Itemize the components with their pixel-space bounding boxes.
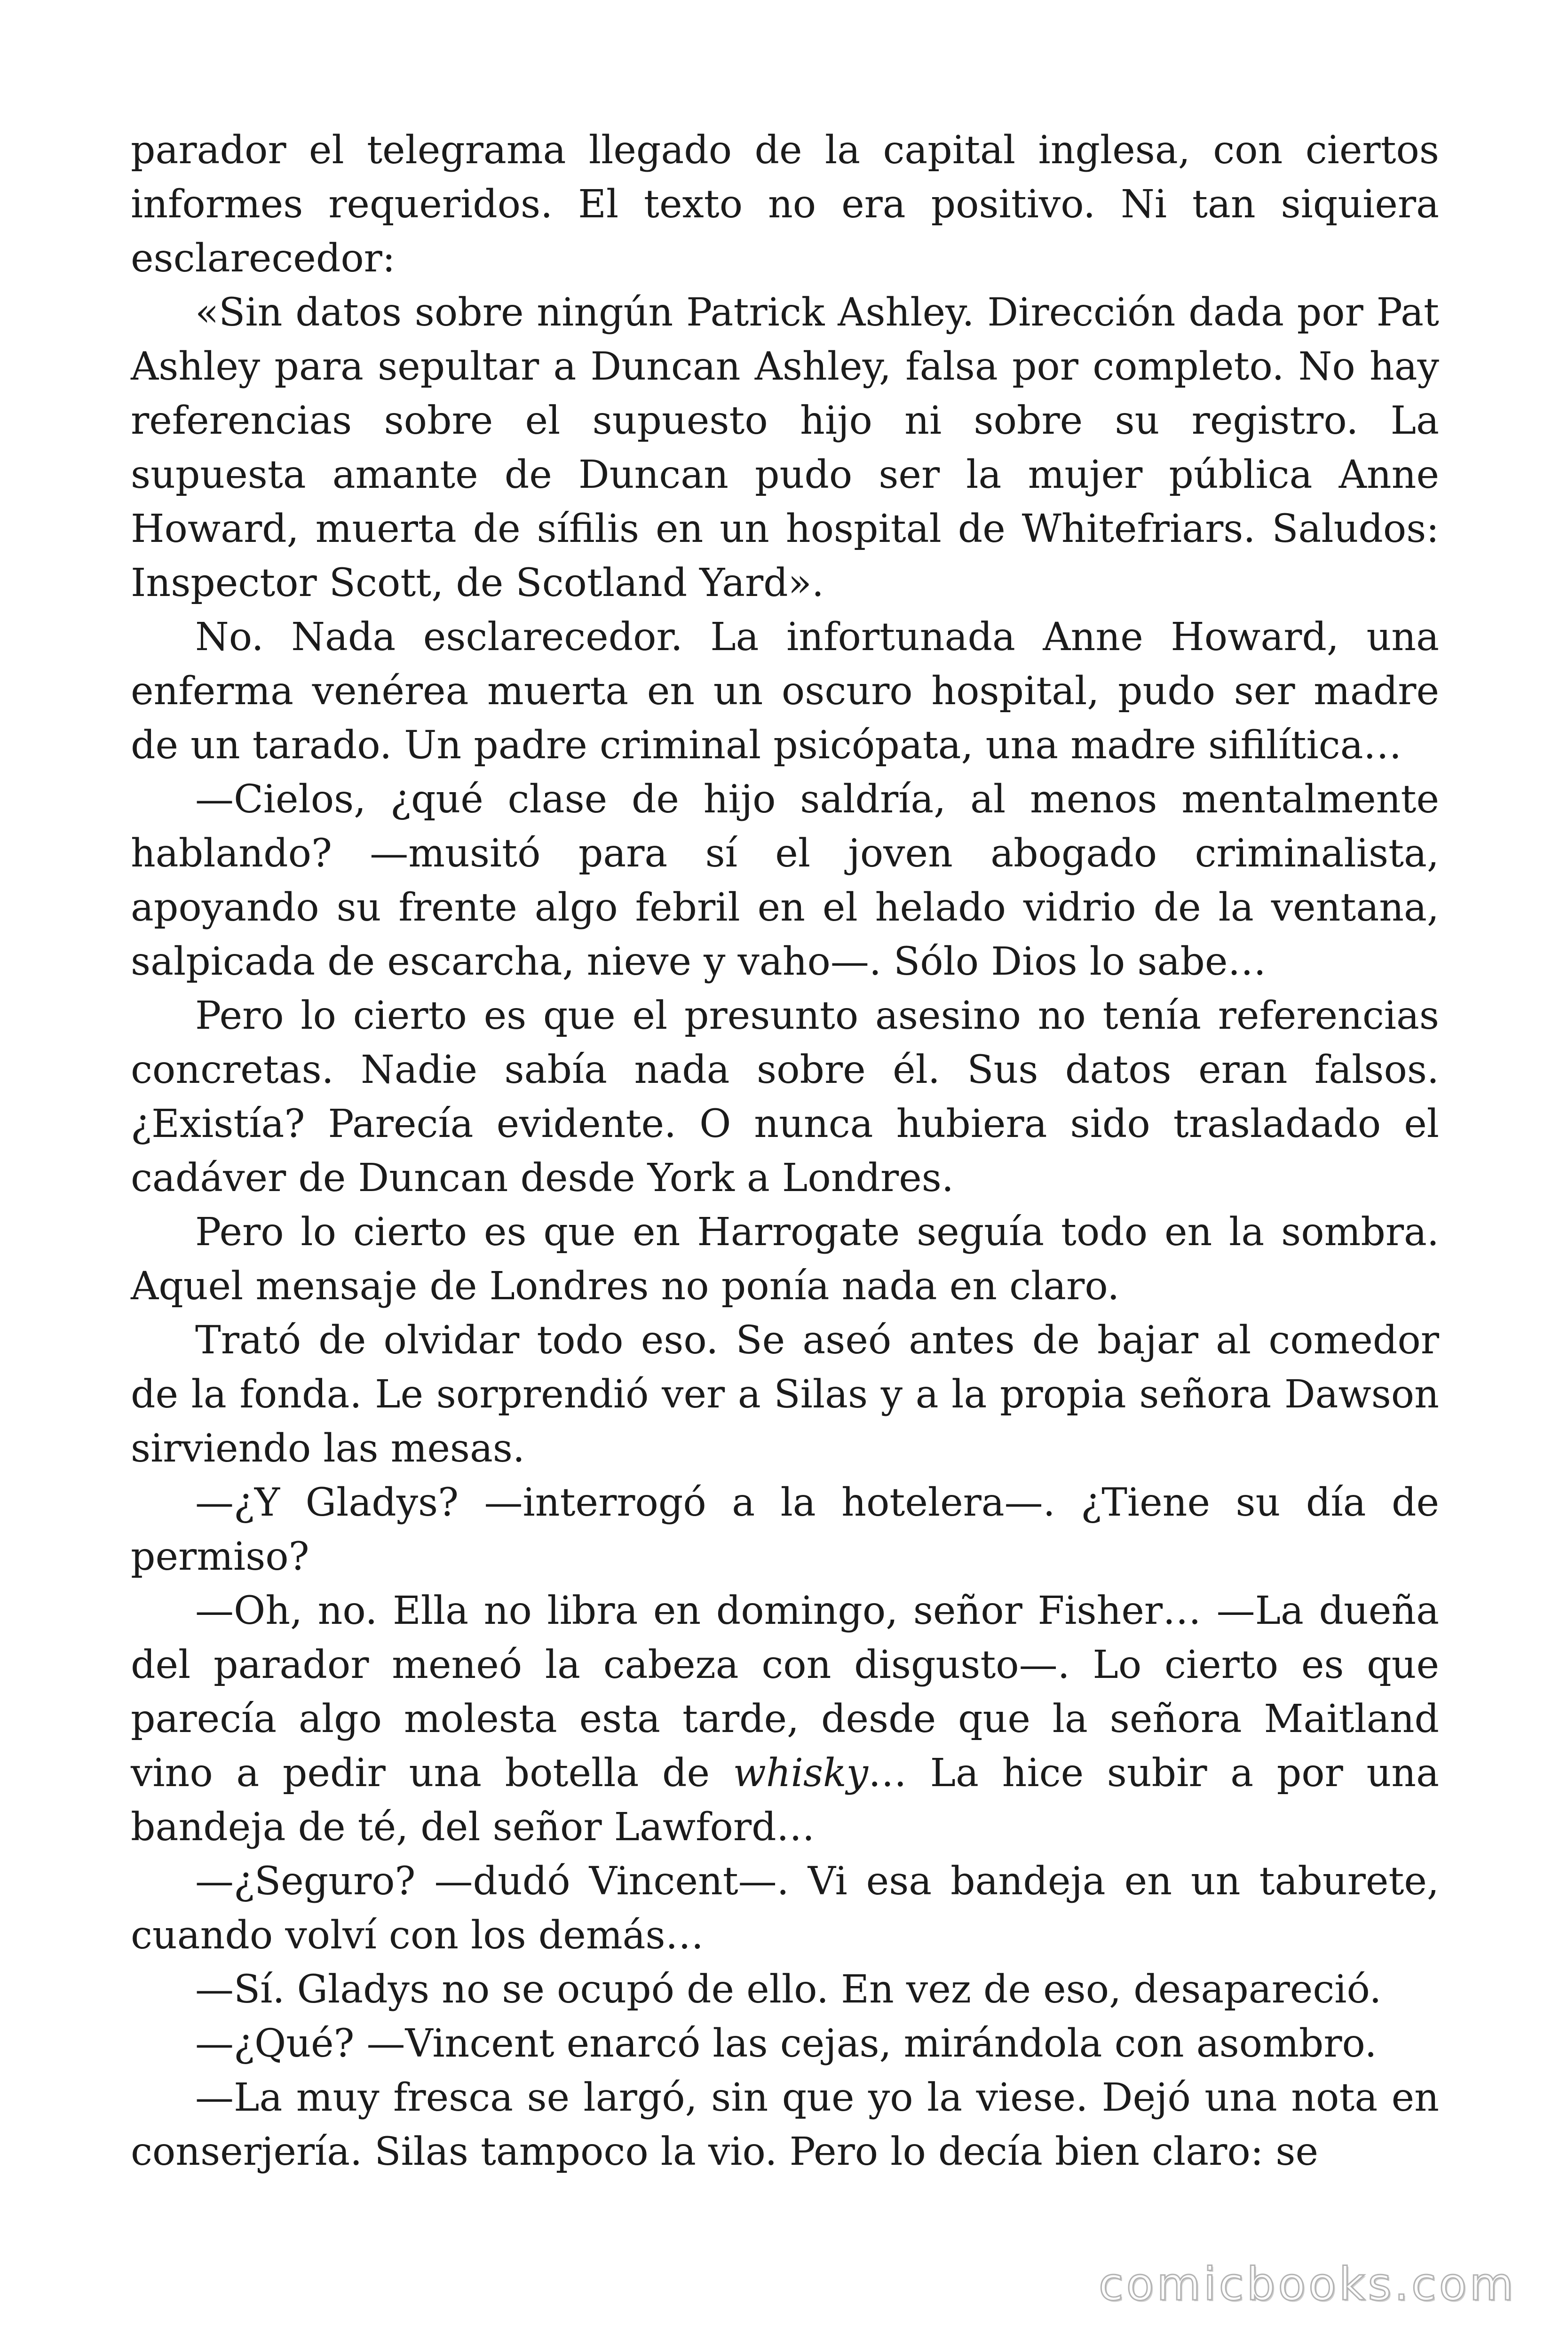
paragraph-5: Pero lo cierto es que el presunto asesino no tenía referencias concretas. Nadie sabía nada sobre él. Sus datos eran falsos. ¿Existía? Parecía evidente. O nunca hubiera sido trasladado el cadáver de Duncan desde York a Londres. bbox=[131, 993, 1439, 1200]
paragraph-9-dialogue bbox=[131, 1584, 1439, 1854]
paragraph-11-dialogue: —Sí. Gladys no se ocupó de ello. En vez de eso, desapareció. bbox=[195, 1967, 1382, 2012]
paragraph-8-dialogue: —¿Y Gladys? —interrogó a la hotelera—. ¿Tiene su día de permiso? bbox=[131, 1480, 1439, 1579]
paragraph-4-dialogue: —Cielos, ¿qué clase de hijo saldría, al menos mentalmente hablando? —musitó para sí el joven abogado criminalista, apoyando su frente algo febril en el helado vidrio de la ventana, salpicada de escarcha, nieve y vaho—. Sólo Dios lo sabe… bbox=[131, 777, 1439, 984]
paragraph-9-text-after: … La hice subir a por una bandeja de té, del señor Lawford… bbox=[131, 1751, 1439, 1850]
paragraph-9-text-before: —Oh, no. Ella no libra en domingo, señor Fisher… —La dueña del parador meneó la cabeza con disgusto—. Lo cierto es que parecía algo molesta esta tarde, desde que la señora Maitland vino a pedir una botella de bbox=[131, 1589, 1439, 1796]
paragraph-6: Pero lo cierto es que en Harrogate seguía todo en la sombra. Aquel mensaje de Londres no ponía nada en claro. bbox=[131, 1210, 1439, 1309]
paragraph-3: No. Nada esclarecedor. La infortunada Anne Howard, una enferma venérea muerta en un oscuro hospital, pudo ser madre de un tarado. Un padre criminal psicópata, una madre sifilítica… bbox=[131, 615, 1439, 768]
paragraph-10-dialogue: —¿Seguro? —dudó Vincent—. Vi esa bandeja en un taburete, cuando volví con los demás… bbox=[131, 1859, 1439, 1958]
paragraph-7: Trató de olvidar todo eso. Se aseó antes de bajar al comedor de la fonda. Le sorprendió ver a Silas y a la propia señora Dawson sirviendo las mesas. bbox=[131, 1318, 1439, 1471]
paragraph-12-dialogue: —¿Qué? —Vincent enarcó las cejas, mirándola con asombro. bbox=[195, 2021, 1377, 2066]
paragraph-2-telegram: «Sin datos sobre ningún Patrick Ashley. Dirección dada por Pat Ashley para sepultar a Duncan Ashley, falsa por completo. No hay referencias sobre el supuesto hijo ni sobre su registro. La supuesta amante de Duncan pudo ser la mujer pública Anne Howard, muerta de sífilis en un hospital de Whitefriars. Saludos: Inspector Scott, de Scotland Yard». bbox=[131, 290, 1439, 605]
paragraph-9-emphasis: whisky bbox=[733, 1751, 868, 1796]
paragraph-1: parador el telegrama llegado de la capital inglesa, con ciertos informes requeridos. El texto no era positivo. Ni tan siquiera esclarecedor: bbox=[131, 128, 1439, 281]
watermark: comicbooks.com bbox=[1098, 2258, 1516, 2311]
body-text bbox=[131, 123, 1439, 2179]
paragraph-13-dialogue: —La muy fresca se largó, sin que yo la viese. Dejó una nota en conserjería. Silas tampoco la vio. Pero lo decía bien claro: se bbox=[131, 2075, 1439, 2174]
